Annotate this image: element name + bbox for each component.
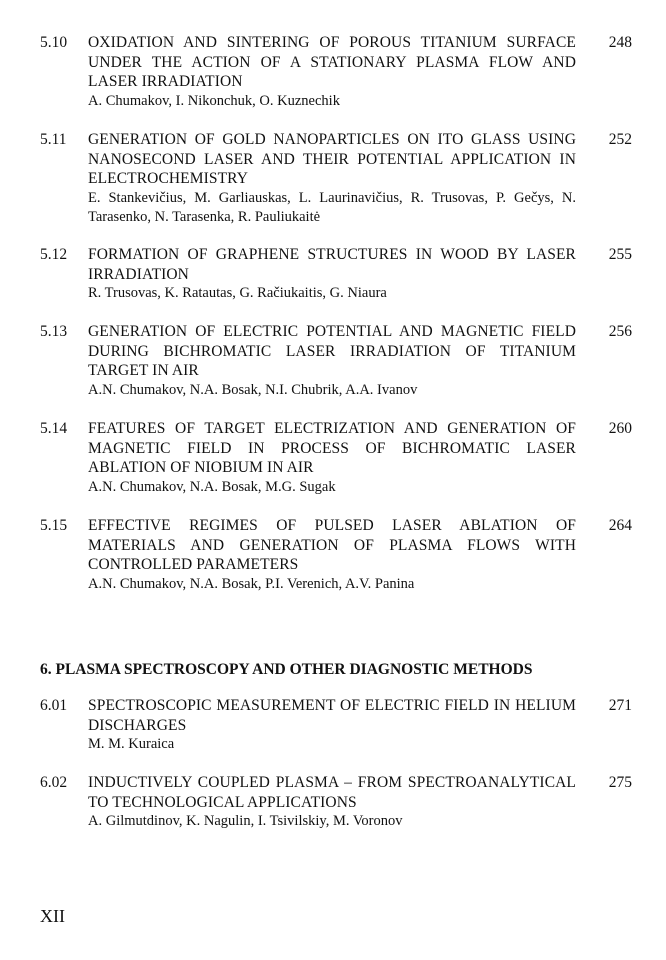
entry-number: 5.14 bbox=[40, 420, 68, 437]
entry-number: 5.13 bbox=[40, 323, 68, 340]
section-heading: 6. PLASMA SPECTROSCOPY AND OTHER DIAGNOSTIC METHODS bbox=[40, 661, 533, 678]
entry-authors: A.N. Chumakov, N.A. Bosak, N.I. Chubrik, A.A. Ivanov bbox=[88, 381, 418, 398]
entry-page: 264 bbox=[608, 517, 632, 534]
entry-authors: E. Stankevičius, M. Garliauskas, L. Laurinavičius, R. Trusovas, P. Gečys, N. Tarasenko, N. Tarasenka, R. Pauliukaitė bbox=[88, 189, 576, 225]
entry-authors: A. Gilmutdinov, K. Nagulin, I. Tsivilskiy, M. Voronov bbox=[88, 813, 403, 829]
entry-authors: A. Chumakov, I. Nikonchuk, O. Kuznechik bbox=[88, 92, 340, 109]
entry-number: 5.10 bbox=[40, 34, 68, 51]
entry-number: 5.12 bbox=[40, 246, 68, 263]
entry-title: INDUCTIVELY COUPLED PLASMA – FROM SPECTROANALYTICAL TO TECHNOLOGICAL APPLICATIONS bbox=[88, 774, 576, 811]
entry-title: EFFECTIVE REGIMES OF PULSED LASER ABLATION OF MATERIALS AND GENERATION OF PLASMA FLOWS WITH CONTROLLED PARAMETERS bbox=[88, 517, 576, 573]
toc-entry-6-01 bbox=[40, 696, 632, 755]
toc-entry-5-10 bbox=[40, 33, 632, 111]
entry-page: 271 bbox=[608, 697, 632, 714]
entry-page: 256 bbox=[608, 323, 632, 340]
entry-number: 5.15 bbox=[40, 517, 68, 534]
entry-number: 6.02 bbox=[40, 774, 68, 791]
entry-title: OXIDATION AND SINTERING OF POROUS TITANIUM SURFACE UNDER THE ACTION OF A STATIONARY PLASMA FLOW AND LASER IRRADIATION bbox=[88, 34, 576, 90]
toc-entry-6-02 bbox=[40, 773, 632, 832]
entry-authors: A.N. Chumakov, N.A. Bosak, P.I. Verenich, A.V. Panina bbox=[88, 575, 415, 592]
entry-page: 255 bbox=[608, 246, 632, 263]
toc-entry-5-15 bbox=[40, 516, 632, 594]
entry-number: 5.11 bbox=[40, 131, 67, 148]
entry-authors: R. Trusovas, K. Ratautas, G. Račiukaitis, G. Niaura bbox=[88, 285, 387, 301]
entry-title: SPECTROSCOPIC MEASUREMENT OF ELECTRIC FIELD IN HELIUM DISCHARGES bbox=[88, 697, 576, 734]
toc-entry-5-11 bbox=[40, 130, 632, 228]
entry-authors: M. M. Kuraica bbox=[88, 736, 175, 752]
toc-entry-5-13 bbox=[40, 322, 632, 400]
entry-title: GENERATION OF ELECTRIC POTENTIAL AND MAGNETIC FIELD DURING BICHROMATIC LASER IRRADIATION OF TITANIUM TARGET IN AIR bbox=[88, 323, 576, 379]
entry-title: FORMATION OF GRAPHENE STRUCTURES IN WOOD BY LASER IRRADIATION bbox=[88, 246, 576, 283]
entry-number: 6.01 bbox=[40, 697, 68, 714]
entry-title: FEATURES OF TARGET ELECTRIZATION AND GENERATION OF MAGNETIC FIELD IN PROCESS OF BICHROMATIC LASER ABLATION OF NIOBIUM IN AIR bbox=[88, 420, 576, 476]
toc-entry-5-12 bbox=[40, 245, 632, 304]
entry-authors: A.N. Chumakov, N.A. Bosak, M.G. Sugak bbox=[88, 478, 336, 495]
entry-page: 252 bbox=[608, 131, 632, 148]
page-folio: XII bbox=[40, 906, 65, 926]
toc-entry-5-14 bbox=[40, 419, 632, 497]
entry-title: GENERATION OF GOLD NANOPARTICLES ON ITO GLASS USING NANOSECOND LASER AND THEIR POTENTIAL APPLICATION IN ELECTROCHEMISTRY bbox=[88, 131, 576, 187]
entry-page: 248 bbox=[608, 34, 632, 51]
entry-page: 260 bbox=[608, 420, 632, 437]
entry-page: 275 bbox=[608, 774, 632, 791]
